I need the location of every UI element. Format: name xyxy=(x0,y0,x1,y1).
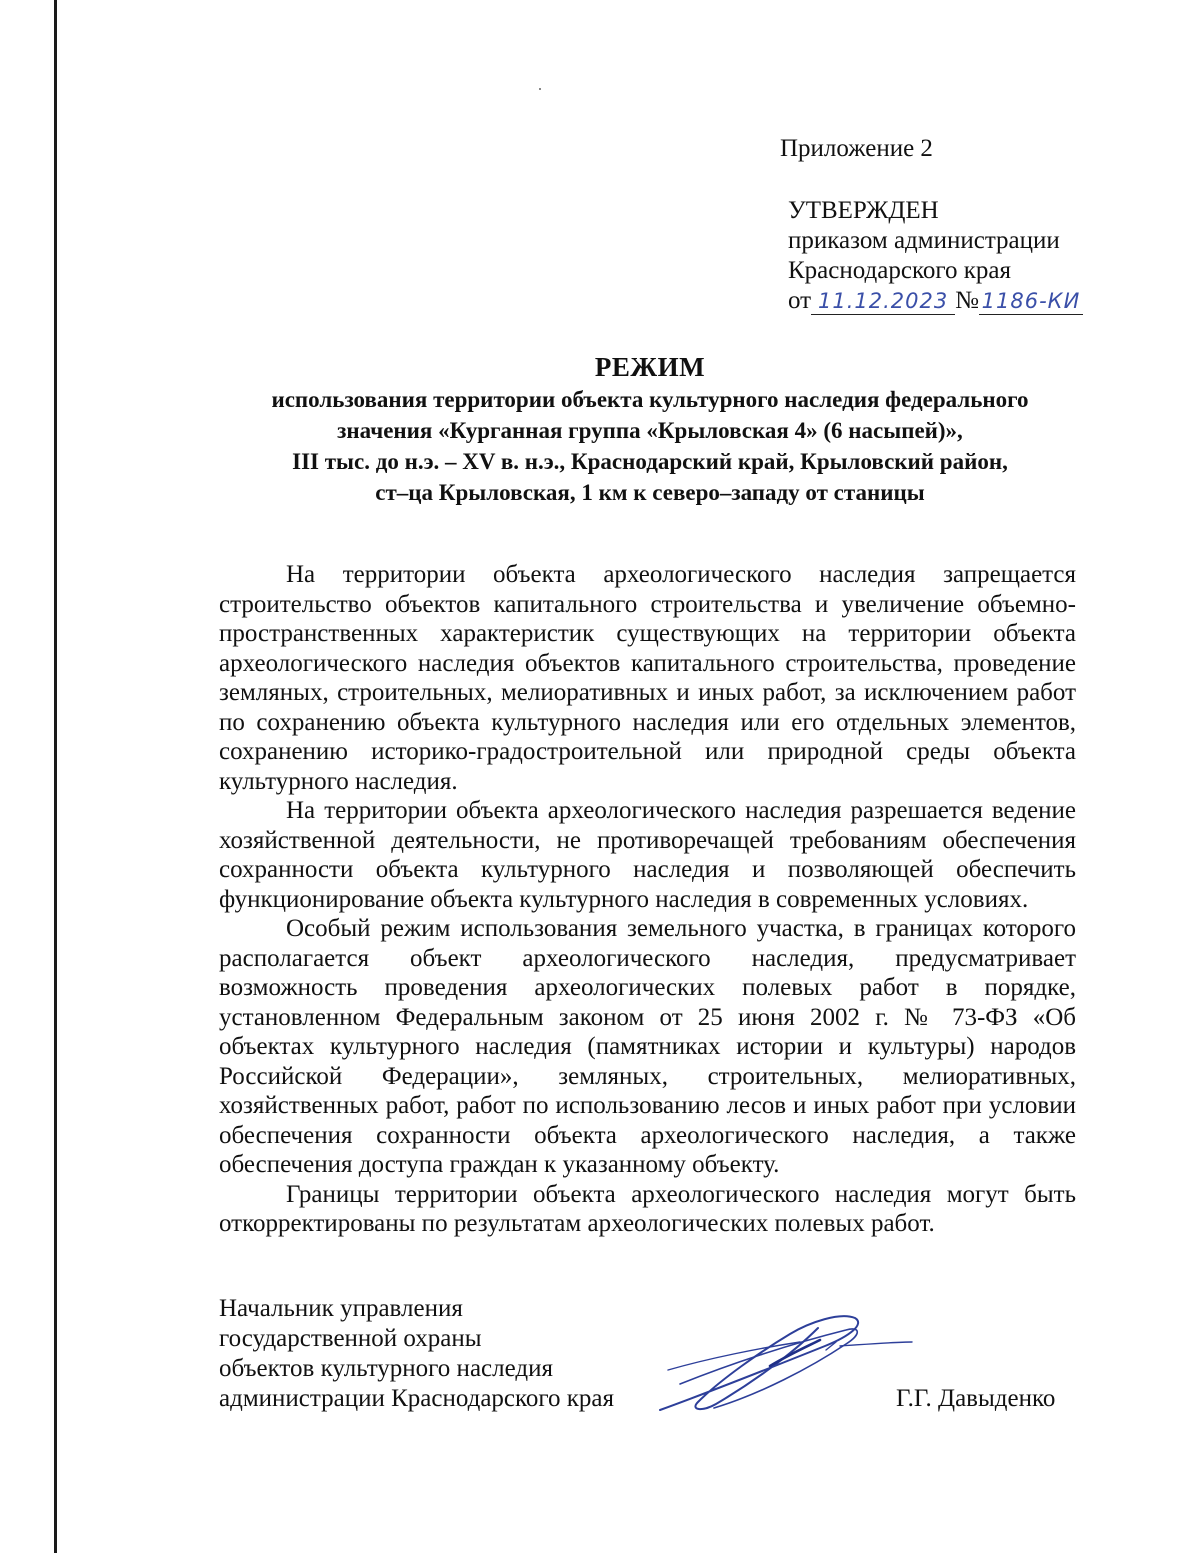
approval-line-1: приказом администрации xyxy=(788,227,1060,254)
paragraph-prohibitions: На территории объекта археологического наследия запрещается строительство объектов капитального строительства и увеличение объемно-пространственных характеристик существующих на территории объекта археологического наследия объектов капитального строительства, проведение земляных, строительных, мелиоративных и иных работ, за исключением работ по сохранению объекта культурного наследия или его отдельных элементов, сохранению историко-градостроительной или природной среды объекта культурного наследия. xyxy=(219,561,1076,795)
signer-line-3: объектов культурного наследия xyxy=(219,1355,553,1382)
title-line-2: значения «Курганная группа «Крыловская 4» (6 насыпей)», xyxy=(337,418,963,443)
document-body xyxy=(219,560,1076,1239)
page-edge xyxy=(54,0,57,1553)
approval-line-2: Краснодарского края xyxy=(788,257,1011,284)
order-number-handwritten: 1186-КИ xyxy=(979,288,1083,315)
handwritten-signature xyxy=(650,1306,920,1416)
paragraph-permitted: На территории объекта археологического наследия разрешается ведение хозяйственной деятельности, не противоречащей требованиям обеспечения сохранности объекта культурного наследия и позволяющей обеспечить функционирование объекта культурного наследия в современных условиях. xyxy=(219,797,1076,913)
title-line-1: использования территории объекта культурного наследия федерального xyxy=(271,387,1029,412)
number-label: № xyxy=(955,287,979,314)
signer-line-1: Начальник управления xyxy=(219,1295,463,1322)
paragraph-special-regime: Особый режим использования земельного участка, в границах которого располагается объект археологического наследия, предусматривает возможность проведения археологических полевых работ в порядке, установленном Федеральным законом от 25 июня 2002 г. № 73-ФЗ «Об объектах культурного наследия (памятниках истории и культуры) народов Российской Федерации», земляных, строительных, мелиоративных, хозяйственных работ, работ по использованию лесов и иных работ при условии обеспечения сохранности объекта археологического наследия, а также обеспечения доступа граждан к указанному объекту. xyxy=(219,915,1076,1178)
paragraph-boundaries: Границы территории объекта археологического наследия могут быть откорректированы по результатам археологических полевых работ. xyxy=(219,1180,1076,1237)
title-line-3: III тыс. до н.э. – XV в. н.э., Краснодарский край, Крыловский район, xyxy=(292,449,1008,474)
signer-position xyxy=(219,1294,614,1414)
approval-order-line xyxy=(788,286,1083,316)
order-date-handwritten: 11.12.2023 xyxy=(811,288,955,315)
approval-status: УТВЕРЖДЕН xyxy=(788,197,939,224)
signer-line-2: государственной охраны xyxy=(219,1325,482,1352)
signer-line-4: администрации Краснодарского края xyxy=(219,1385,615,1412)
approval-block xyxy=(788,196,1083,316)
title-line-4: ст–ца Крыловская, 1 км к северо–западу от станицы xyxy=(375,480,925,505)
appendix-label: Приложение 2 xyxy=(780,135,933,162)
scan-speck xyxy=(539,88,541,90)
signer-name: Г.Г. Давыденко xyxy=(896,1385,1056,1412)
document-title xyxy=(200,350,1100,508)
title-main: РЕЖИМ xyxy=(594,352,706,382)
from-label: от xyxy=(788,287,812,314)
